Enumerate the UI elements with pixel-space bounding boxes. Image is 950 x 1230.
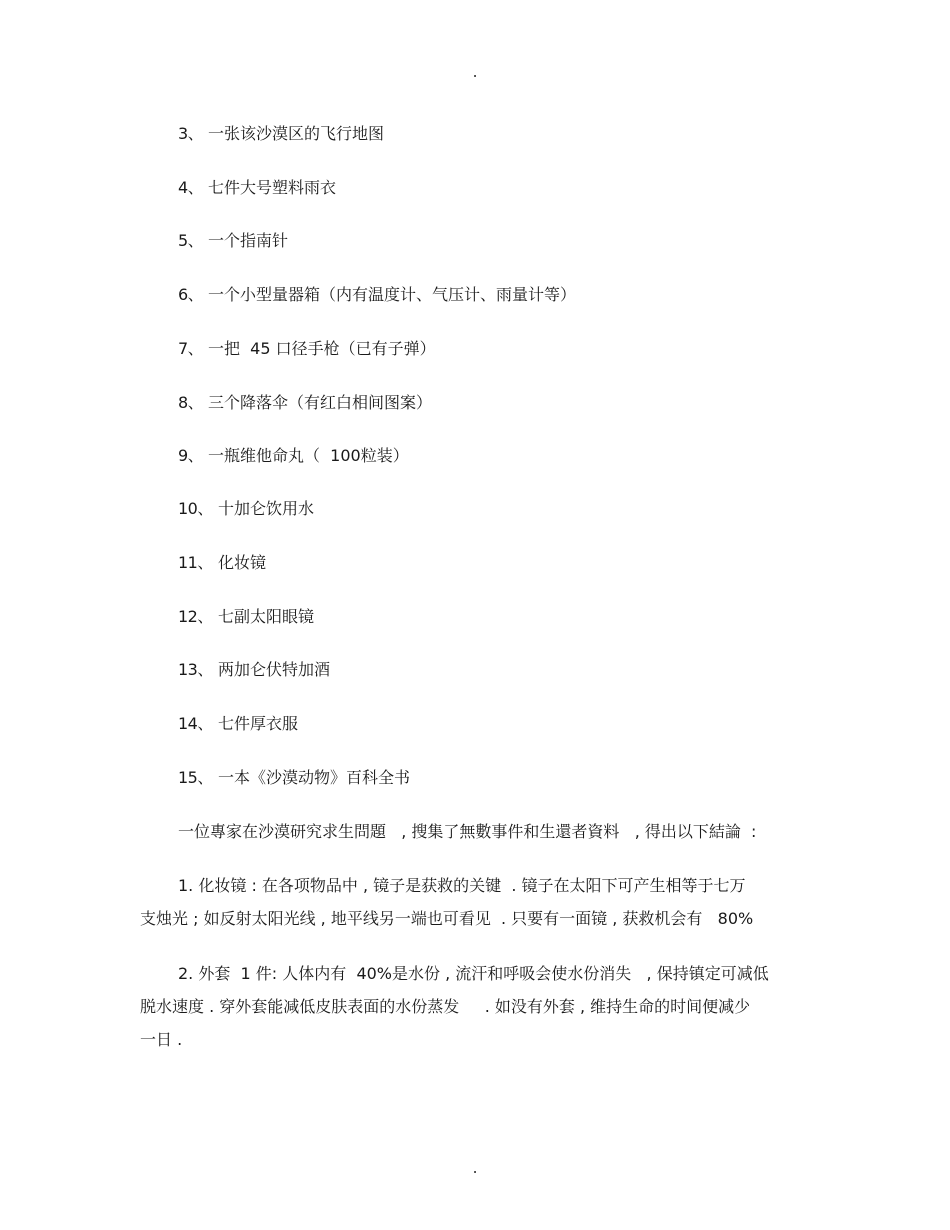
item-text: 两加仑伏特加酒 bbox=[218, 660, 331, 679]
list-item bbox=[178, 499, 314, 519]
list-item bbox=[178, 124, 384, 144]
list-item bbox=[178, 231, 288, 251]
list-item bbox=[178, 660, 330, 680]
item-number: 9、 bbox=[178, 446, 204, 465]
conclusion-line: 脱水速度 . 穿外套能减低皮肤表面的水份蒸发 . 如没有外套 , 维持生命的时间便减少 bbox=[140, 997, 751, 1016]
item-number: 10、 bbox=[178, 499, 213, 518]
item-number: 3、 bbox=[178, 124, 204, 143]
item-text: 一个小型量器箱（内有温度计、气压计、雨量计等） bbox=[208, 285, 577, 304]
conclusion-line: 支烛光 ; 如反射太阳光线 , 地平线另一端也可看见 . 只要有一面镜 , 获救机会有 80% bbox=[140, 909, 754, 928]
item-number: 8、 bbox=[178, 393, 204, 412]
item-text: 三个降落伞（有红白相间图案） bbox=[208, 393, 433, 412]
list-item bbox=[178, 178, 336, 198]
item-text: 化妆镜 bbox=[218, 553, 267, 572]
item-number: 6、 bbox=[178, 285, 204, 304]
item-number: 7、 bbox=[178, 339, 204, 358]
item-number: 14、 bbox=[178, 714, 213, 733]
list-item bbox=[178, 768, 410, 788]
page-marker-top: . bbox=[472, 62, 478, 81]
item-number: 13、 bbox=[178, 660, 213, 679]
list-item bbox=[178, 393, 432, 413]
item-number: 15、 bbox=[178, 768, 213, 787]
item-text: 七副太阳眼镜 bbox=[218, 607, 315, 626]
list-item bbox=[178, 285, 576, 305]
conclusion-line: 一日 . bbox=[140, 1030, 183, 1049]
item-number: 12、 bbox=[178, 607, 213, 626]
item-text: 一张该沙漠区的飞行地图 bbox=[208, 124, 385, 143]
conclusion-line: 1. 化妆镜 : 在各项物品中 , 镜子是获救的关键 . 镜子在太阳下可产生相等于七万 bbox=[178, 876, 746, 895]
conclusion-line: 2. 外套 1 件: 人体内有 40%是水份 , 流汗和呼吸会使水份消失 , 保持镇定可减低 bbox=[178, 964, 769, 983]
item-text: 一个指南针 bbox=[208, 231, 289, 250]
item-text: 七件大号塑料雨衣 bbox=[208, 178, 337, 197]
item-text: 一瓶维他命丸（ 100粒装） bbox=[208, 446, 409, 465]
list-item bbox=[178, 446, 409, 466]
item-number: 4、 bbox=[178, 178, 204, 197]
item-text: 一把 45 口径手枪（已有子弹） bbox=[208, 339, 436, 358]
intro-line: 一位專家在沙漠研究求生問題 , 搜集了無數事件和生還者資料 , 得出以下結論 : bbox=[178, 822, 757, 841]
item-text: 七件厚衣服 bbox=[218, 714, 299, 733]
list-item bbox=[178, 339, 436, 359]
page-marker-bottom: . bbox=[472, 1158, 478, 1177]
item-text: 一本《沙漠动物》百科全书 bbox=[218, 768, 411, 787]
list-item bbox=[178, 714, 298, 734]
list-item bbox=[178, 553, 266, 573]
item-text: 十加仑饮用水 bbox=[218, 499, 315, 518]
item-number: 5、 bbox=[178, 231, 204, 250]
item-number: 11、 bbox=[178, 553, 213, 572]
list-item bbox=[178, 607, 314, 627]
